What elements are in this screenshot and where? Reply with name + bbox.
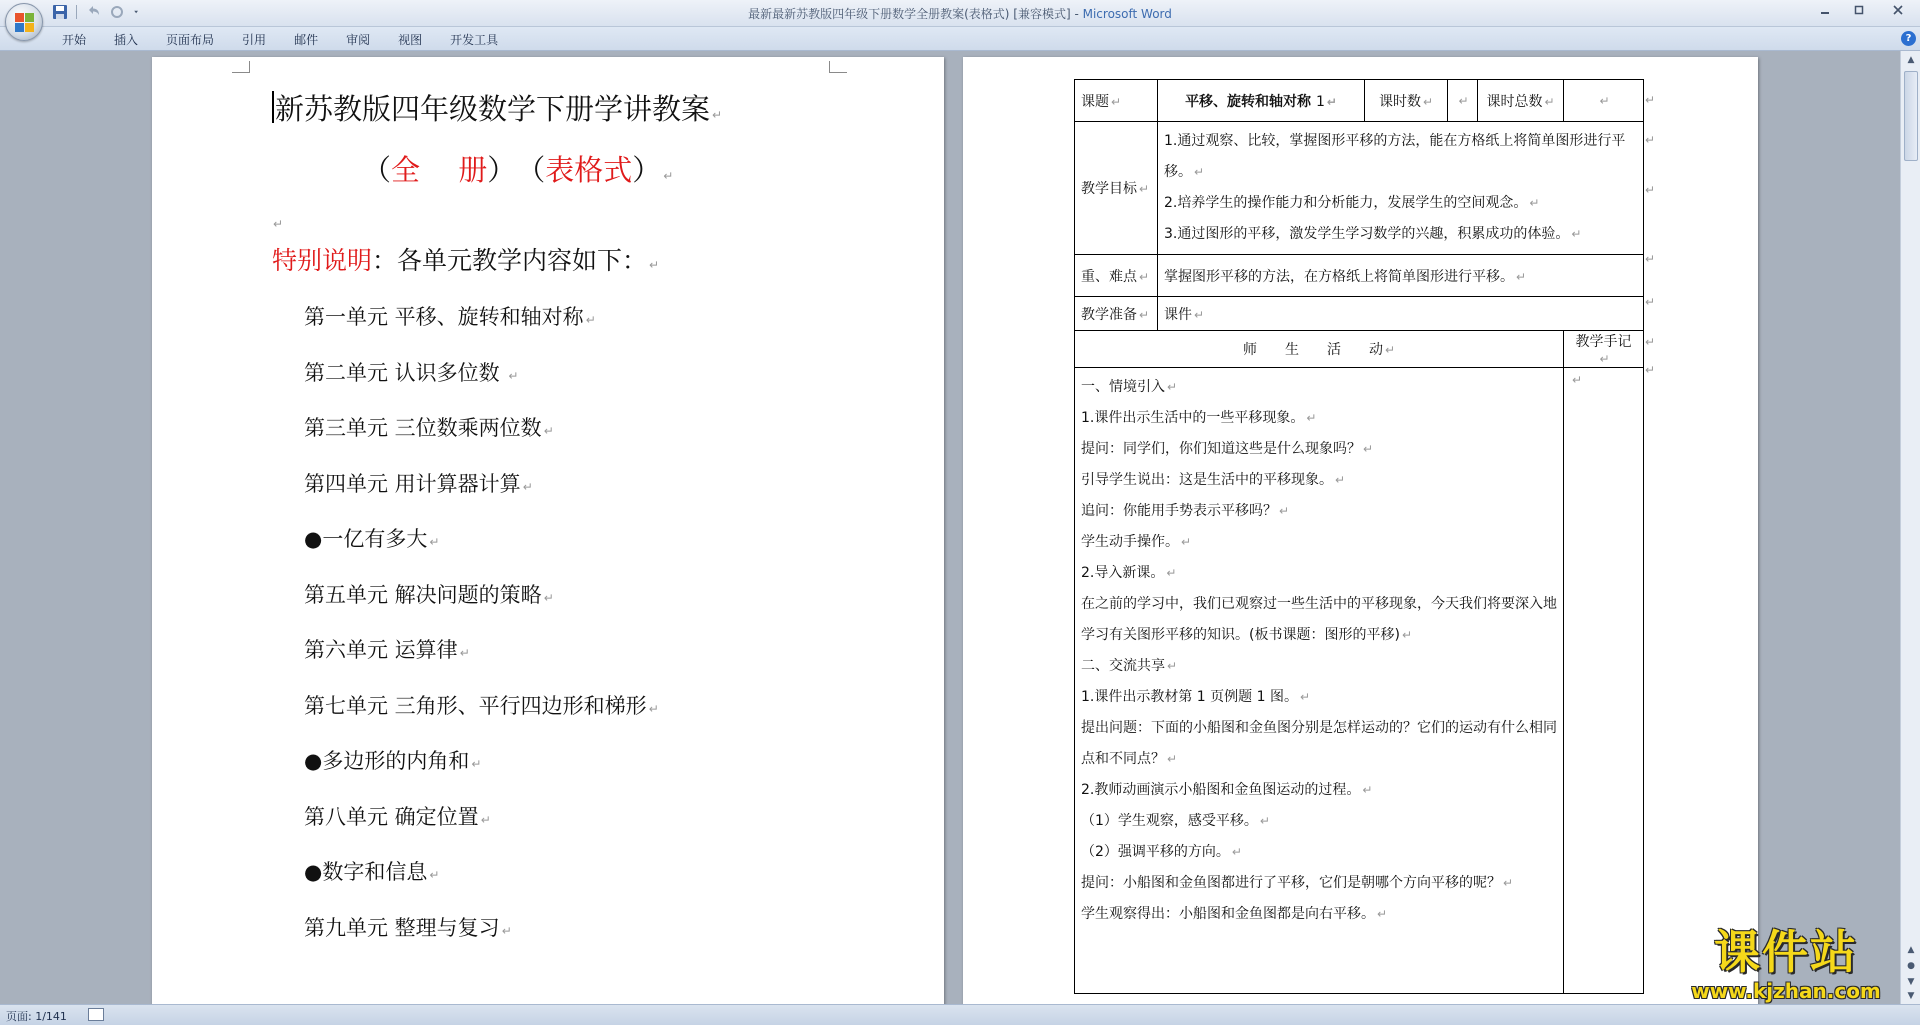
row-end-mark: ↵ [1645,133,1656,147]
topic-value-cell [1158,80,1365,122]
process-text: （1）学生观察，感受平移。 [1081,813,1258,829]
process-text: 1.课件出示生活中的一些平移现象。 [1081,410,1305,426]
paragraph-mark: ↵ [1529,196,1540,210]
goal-item [1164,219,1637,250]
key-label-cell [1075,255,1158,297]
lesson-plan-table [1074,79,1644,994]
unit-item [304,357,659,413]
subtitle-full-volume: 全 册 [391,153,488,187]
paragraph-mark: ↵ [480,812,491,827]
paragraph-mark: ↵ [1194,165,1205,179]
document-page-1[interactable] [152,57,944,1004]
previous-page-icon[interactable]: ▲ [1907,945,1915,955]
unit-text: 第六单元 运算律 [304,638,458,662]
process-text: 学生动手操作。 [1081,534,1179,550]
maximize-icon [1854,5,1864,15]
cell-mark: ↵ [1422,94,1434,109]
tab-view[interactable]: 视图 [398,33,423,47]
process-line [1081,527,1557,558]
paragraph-mark: ↵ [471,757,482,771]
scrollbar-thumb[interactable] [1904,71,1918,161]
process-text: 学生观察得出：小船图和金鱼图都是向右平移。 [1081,906,1375,922]
paragraph-mark: ↵ [543,590,554,605]
hours-value-cell[interactable] [1448,80,1478,122]
process-line [1081,496,1557,527]
cell-mark: ↵ [1139,307,1150,322]
table-row [1075,255,1644,297]
document-page-2[interactable] [963,57,1758,1004]
minimize-icon [1820,5,1830,15]
notes-header-cell [1564,331,1644,368]
notes-cell[interactable] [1564,368,1644,994]
status-bar [0,1004,1920,1025]
cell-mark: ↵ [1139,182,1150,196]
paragraph-mark: ↵ [508,368,519,383]
paragraph-mark: ↵ [1335,473,1346,487]
tab-page-layout[interactable]: 页面布局 [166,33,215,47]
unit-text: ●一亿有多大 [304,527,428,551]
paragraph-mark: ↵ [585,313,596,327]
paragraph-mark: ↵ [1166,566,1177,580]
special-note-text: ：各单元教学内容如下： [372,246,648,275]
process-line [1081,465,1557,496]
process-line [1081,434,1557,465]
unit-text: 第一单元 平移、旋转和轴对称 [304,305,584,329]
help-button[interactable]: ? [1901,31,1916,46]
process-line [1081,713,1557,775]
topic-number: 1 [1315,93,1325,110]
paragraph-mark: ↵ [1231,845,1242,859]
unit-item [304,856,659,912]
site-watermark [1670,925,1902,1003]
cell-mark: ↵ [1194,307,1205,322]
process-text: 追问：你能用手势表示平移吗？ [1081,503,1277,519]
table-row [1075,297,1644,331]
window-title [0,5,1920,22]
paragraph-mark: ↵ [429,535,440,549]
subtitle-paren: （ [362,153,392,187]
cell-mark: ↵ [1139,269,1150,284]
table-row [1075,331,1644,368]
special-note-label: 特别说明 [272,246,373,275]
process-line [1081,403,1557,434]
unit-list [304,301,659,967]
cell-mark: ↵ [1572,373,1583,387]
prep-value: 课件 [1164,306,1192,323]
notes-header: 教学手记 [1575,334,1632,350]
goal-label-cell [1075,122,1158,255]
unit-text: ●多边形的内角和 [304,749,470,773]
paragraph-mark: ↵ [522,479,533,494]
office-logo-icon [15,13,35,33]
process-text: 一、情境引入 [1081,379,1165,395]
hours-label-cell [1365,80,1448,122]
watermark-text: 课件站 [1714,925,1858,979]
unit-item [304,468,659,524]
unit-text: 第九单元 整理与复习 [304,915,500,940]
paragraph-mark: ↵ [459,646,470,660]
prep-label-cell [1075,297,1158,331]
paragraph-mark: ↵ [1377,907,1388,921]
unit-text: ●数字和信息 [304,860,428,884]
app-name: Microsoft Word [1082,7,1172,21]
process-line [1081,372,1557,403]
paragraph-mark: ↵ [1401,628,1412,642]
crop-mark [829,61,847,73]
unit-item [304,523,659,579]
unit-item [304,301,659,357]
subtitle-paren: ） （ [487,153,546,187]
process-text: 提出问题：下面的小船图和金鱼图分别是怎样运动的？它们的运动有什么相同点和不同点？ [1081,720,1557,767]
row-end-mark: ↵ [1645,252,1656,266]
title-bar [0,0,1920,27]
row-end-mark: ↵ [1645,335,1656,349]
process-line [1081,837,1557,868]
paragraph-mark: ↵ [1181,535,1192,549]
paragraph-mark: ↵ [1306,411,1317,425]
document-name: 最新最新苏教版四年级下册数学全册教案(表格式) [兼容模式] - [748,7,1083,21]
row-end-mark: ↵ [1645,363,1656,377]
process-text: （2）强调平移的方向。 [1081,844,1230,860]
process-line [1081,775,1557,806]
scroll-up-icon[interactable]: ▲ [1907,55,1915,65]
cell-mark: ↵ [1326,94,1337,109]
process-text: 提问：同学们，你们知道这些是什么现象吗？ [1081,441,1361,457]
close-button[interactable] [1876,0,1920,20]
process-line [1081,806,1557,837]
ribbon-tab-bar [0,27,1920,51]
cell-mark: ↵ [1599,352,1610,366]
proofing-icon[interactable] [88,1008,104,1021]
tab-references[interactable]: 引用 [242,33,267,47]
goal-item [1164,126,1637,188]
process-cell [1075,368,1564,994]
cell-mark: ↵ [1599,93,1610,108]
paragraph-mark: ↵ [273,217,284,231]
process-text: 在之前的学习中，我们已观察过一些生活中的平移现象，今天我们将要深入地学习有关图形平移的知识。(板书课题：图形的平移) [1081,596,1557,643]
key-label: 重、难点 [1081,268,1137,285]
crop-mark [232,61,250,73]
next-page-icon[interactable]: ▼ [1907,977,1915,987]
unit-text: 第二单元 认识多位数 [304,360,507,385]
maximize-button[interactable] [1842,0,1876,20]
minimize-button[interactable] [1808,0,1842,20]
topic-label-cell [1075,80,1158,122]
paragraph-mark: ↵ [1503,876,1514,890]
document-subtitle [362,148,673,189]
cell-mark: ↵ [1384,343,1396,357]
special-note [272,241,659,277]
unit-item [304,634,659,690]
process-line [1081,558,1557,589]
process-text: 引导学生说出：这是生活中的平移现象。 [1081,472,1333,488]
watermark-url: www.kjzhan.com [1691,979,1881,1003]
row-end-mark: ↵ [1645,295,1656,309]
row-end-mark: ↵ [1645,93,1656,107]
tab-insert[interactable]: 插入 [114,33,139,47]
table-row [1075,368,1644,994]
unit-item [304,412,659,468]
goal-text: 3.通过图形的平移，激发学生学习数学的兴趣，积累成功的体验。 [1164,226,1570,242]
document-title-text: 新苏教版四年级数学下册学讲教案 [275,92,711,126]
unit-item [304,579,659,635]
tab-mailings[interactable]: 邮件 [294,33,319,47]
document-workspace[interactable] [0,51,1900,1004]
goal-text: 2.培养学生的操作能力和分析能力，发展学生的空间观念。 [1164,195,1528,211]
hours-label: 课时数 [1378,93,1421,110]
unit-text: 第八单元 确定位置 [304,804,479,829]
key-value: 掌握图形平移的方法，在方格纸上将简单图形进行平移。 [1164,268,1514,285]
unit-item [304,745,659,801]
goal-text: 1.通过观察、比较，掌握图形平移的方法，能在方格纸上将简单图形进行平移。 [1164,133,1626,180]
table-row [1075,122,1644,255]
unit-item [304,801,659,857]
process-line [1081,589,1557,651]
document-title [272,87,722,128]
scroll-down-icon[interactable]: ▼ [1907,991,1915,1001]
paragraph-mark: ↵ [648,701,659,716]
prep-value-cell [1158,297,1644,331]
text-cursor [272,91,274,123]
unit-text: 第五单元 解决问题的策略 [304,582,542,607]
cell-mark: ↵ [1458,93,1469,108]
process-text: 二、交流共享 [1081,658,1165,674]
goal-item [1164,188,1637,219]
unit-item [304,912,659,968]
process-text: 2.导入新课。 [1081,565,1165,581]
paragraph-mark: ↵ [1571,227,1582,241]
cell-mark: ↵ [1111,94,1122,109]
page-count[interactable]: 页面: 1/141 [6,1010,67,1023]
process-line [1081,899,1557,930]
paragraph-mark: ↵ [1167,752,1178,766]
subtitle-paren: ） [632,153,662,187]
tab-home[interactable]: 开始 [62,33,87,47]
goal-value-cell [1158,122,1644,255]
unit-item [304,690,659,746]
process-text: 提问：小船图和金鱼图都进行了平移，它们是朝哪个方向平移的呢？ [1081,875,1501,891]
close-icon [1893,5,1903,15]
cell-mark: ↵ [1544,94,1555,109]
paragraph-mark: ↵ [1299,690,1311,704]
process-line [1081,651,1557,682]
office-button[interactable] [5,3,43,41]
paragraph-mark: ↵ [1279,504,1290,518]
table-row [1075,80,1644,122]
unit-text: 第四单元 用计算器计算 [304,471,521,496]
topic-label: 课题 [1081,93,1109,110]
ribbon-tabs [48,30,512,49]
prep-label: 教学准备 [1081,306,1137,323]
vertical-scrollbar[interactable] [1900,51,1920,1004]
paragraph-mark: ↵ [501,923,512,938]
key-value-cell [1158,255,1644,297]
paragraph-mark: ↵ [429,868,440,882]
cell-mark: ↵ [1516,269,1527,284]
unit-text: 第七单元 三角形、平行四边形和梯形 [304,693,647,718]
paragraph-mark: ↵ [663,169,674,183]
process-text: 1.课件出示教材第 1 页例题 1 图。 [1081,689,1298,705]
paragraph-mark: ↵ [1362,783,1373,797]
activity-header-cell [1075,331,1564,368]
browse-object-icon[interactable]: ● [1907,961,1915,971]
paragraph-mark: ↵ [1167,380,1178,394]
paragraph-mark: ↵ [1167,659,1178,673]
window-controls [1808,0,1920,20]
goal-label: 教学目标 [1081,181,1137,197]
paragraph-mark: ↵ [649,258,660,272]
paragraph-mark: ↵ [1363,442,1374,456]
process-text: 2.教师动画演示小船图和金鱼图运动的过程。 [1081,782,1361,798]
paragraph-mark: ↵ [543,424,554,438]
paragraph-mark: ↵ [712,108,723,122]
subtitle-table-format: 表格式 [545,153,633,187]
total-label: 课时总数 [1486,93,1543,110]
topic-value: 平移、旋转和轴对称 [1185,93,1312,110]
activity-header: 师 生 活 动 [1242,342,1383,358]
paragraph-mark: ↵ [1259,814,1270,828]
row-end-mark: ↵ [1645,183,1656,197]
tab-review[interactable]: 审阅 [346,33,371,47]
process-line [1081,682,1557,713]
total-label-cell [1478,80,1564,122]
total-value-cell[interactable] [1564,80,1644,122]
unit-text: 第三单元 三位数乘两位数 [304,416,542,440]
process-line [1081,868,1557,899]
tab-developer[interactable]: 开发工具 [450,33,499,47]
